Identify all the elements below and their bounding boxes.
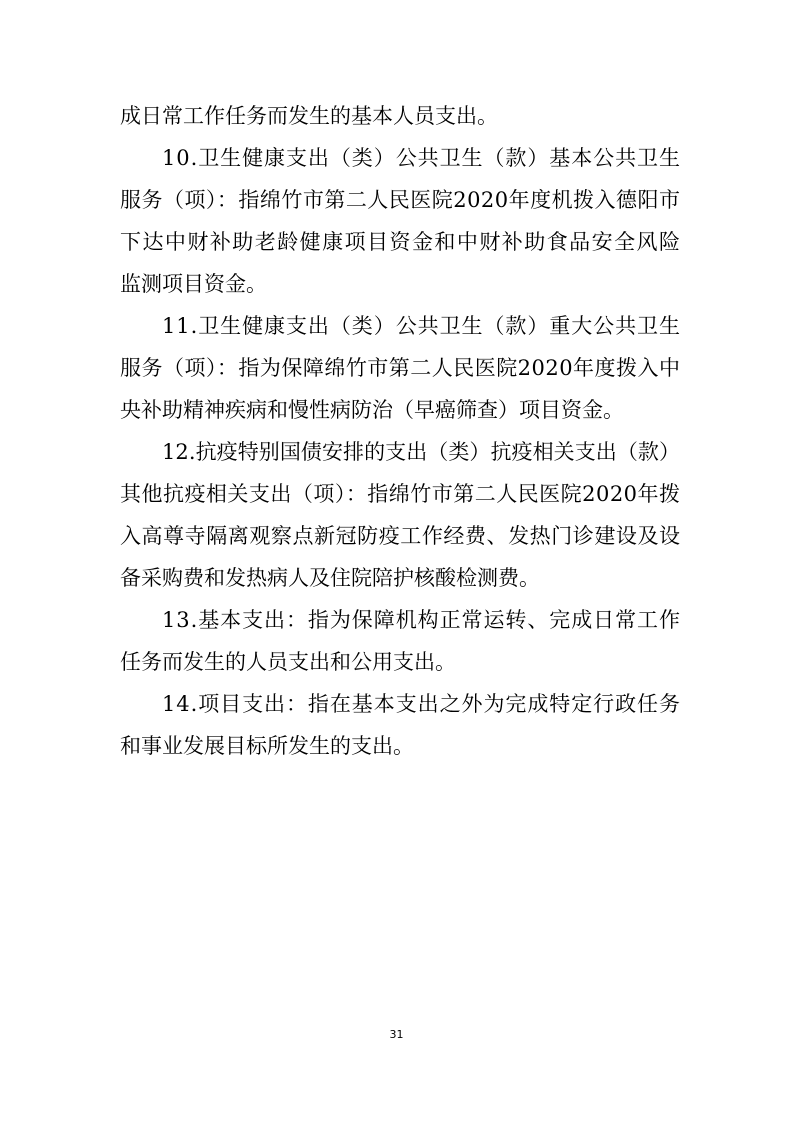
text-line: 央补助精神疾病和慢性病防治（早癌筛查）项目资金。 bbox=[120, 398, 624, 422]
text-line: 14.项目支出：指在基本支出之外为完成特定行政任务 bbox=[162, 692, 681, 716]
text-line: 和事业发展目标所发生的支出。 bbox=[120, 734, 414, 758]
text-line: 12.抗疫特别国债安排的支出（类）抗疫相关支出（款） bbox=[162, 440, 681, 464]
text-line: 服务（项）：指为保障绵竹市第二人民医院2020年度拨入中 bbox=[120, 356, 681, 380]
page-number: 31 bbox=[389, 1028, 404, 1041]
text-line: 其他抗疫相关支出（项）：指绵竹市第二人民医院2020年拨 bbox=[120, 482, 681, 506]
text-line: 监测项目资金。 bbox=[120, 272, 267, 296]
text-line: 成日常工作任务而发生的基本人员支出。 bbox=[120, 104, 498, 128]
text-line: 入高尊寺隔离观察点新冠防疫工作经费、发热门诊建设及设 bbox=[120, 524, 681, 548]
text-line: 13.基本支出：指为保障机构正常运转、完成日常工作 bbox=[162, 608, 681, 632]
text-line: 服务（项）：指绵竹市第二人民医院2020年度机拨入德阳市 bbox=[120, 188, 681, 212]
text-line: 10.卫生健康支出（类）公共卫生（款）基本公共卫生 bbox=[162, 146, 681, 170]
text-line: 备采购费和发热病人及住院陪护核酸检测费。 bbox=[120, 566, 540, 590]
text-line: 任务而发生的人员支出和公用支出。 bbox=[120, 650, 456, 674]
text-line: 11.卫生健康支出（类）公共卫生（款）重大公共卫生 bbox=[162, 314, 681, 338]
text-line: 下达中财补助老龄健康项目资金和中财补助食品安全风险 bbox=[120, 230, 682, 254]
